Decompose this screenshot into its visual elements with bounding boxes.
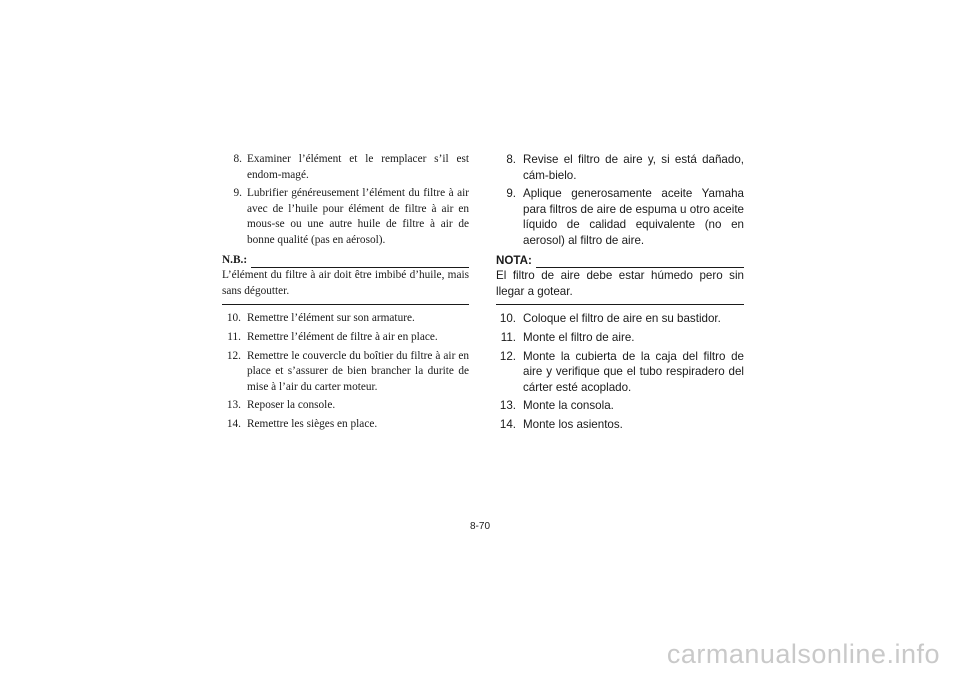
note-header — [222, 253, 469, 269]
french-steps-list — [222, 152, 469, 249]
page-number: 8-70 — [469, 521, 490, 532]
step-text: Reposer la console. — [247, 399, 336, 412]
list-item — [496, 152, 744, 183]
step-number: 10. — [499, 312, 516, 326]
note-rule — [536, 257, 744, 268]
list-item — [496, 398, 744, 414]
step-text: Monte los asientos. — [523, 417, 623, 431]
step-text: Remettre le couvercle du boîtier du filtre à air en place et s’assurer de bien brancher la durite de mise à l’air du carter moteur. — [247, 349, 469, 393]
step-text: Coloque el filtro de aire en su bastidor. — [523, 312, 721, 326]
watermark: carmanualsonline.info — [666, 639, 940, 669]
list-item — [222, 186, 469, 248]
list-item — [496, 349, 744, 396]
list-item — [496, 186, 744, 248]
step-number: 8. — [506, 153, 516, 166]
spanish-steps-list-2 — [496, 311, 744, 432]
step-text: Monte el filtro de aire. — [523, 330, 635, 344]
list-item — [222, 152, 469, 183]
step-text: Aplique generosamente aceite Yamaha para filtros de aire de espuma u otro aceite líquido de calidad equivalente (no en aerosol) al filtro de aire. — [523, 187, 744, 247]
step-number: 14. — [226, 417, 241, 430]
note-text: El filtro de aire debe estar húmedo pero sin llegar a gotear. — [496, 269, 744, 298]
step-number: 9. — [233, 187, 242, 200]
step-number: 13. — [226, 399, 241, 412]
list-item — [222, 417, 469, 433]
step-text: Remettre l’élément sur son armature. — [247, 312, 415, 325]
note-divider — [222, 304, 469, 305]
step-number: 10. — [226, 312, 241, 325]
list-item — [496, 417, 744, 433]
note-header — [496, 253, 744, 269]
note-label: NOTA: — [496, 253, 532, 267]
step-number: 11. — [227, 330, 241, 343]
note-divider — [496, 304, 744, 305]
list-item — [222, 330, 469, 346]
step-text: Lubrifier généreusement l’élément du filtre à air avec de l’huile pour élément de filtre à air en mous-se ou une autre huile de filtre à air de bonne qualité (pas en aérosol). — [247, 187, 469, 246]
list-item — [496, 311, 744, 327]
step-number: 13. — [499, 399, 516, 413]
step-text: Examiner l’élément et le remplacer s’il est endom-magé. — [247, 153, 469, 181]
list-item — [222, 311, 469, 327]
step-number: 12. — [226, 349, 241, 362]
step-text: Revise el filtro de aire y, si está dañado, cám-bielo. — [523, 153, 744, 182]
french-steps-list-2 — [222, 311, 469, 432]
list-item — [222, 398, 469, 414]
spanish-steps-list — [496, 152, 744, 249]
note-label: N.B.: — [222, 253, 248, 266]
note-rule — [251, 257, 469, 268]
french-column — [222, 152, 469, 436]
step-number: 14. — [499, 417, 516, 431]
step-number: 9. — [506, 187, 516, 201]
step-text: Monte la cubierta de la caja del filtro de aire y verifique que el tubo respiradero del cárter esté acoplado. — [523, 349, 744, 394]
list-item — [496, 330, 744, 346]
step-text: Remettre l’élément de filtre à air en place. — [247, 330, 438, 343]
step-text: Monte la consola. — [523, 399, 614, 413]
step-number: 8. — [233, 153, 242, 165]
step-text: Remettre les sièges en place. — [247, 417, 378, 430]
list-item — [222, 349, 469, 396]
step-number: 12. — [499, 349, 516, 363]
step-number: 11. — [500, 330, 516, 344]
spanish-column — [496, 152, 744, 436]
note-text: L’élément du filtre à air doit être imbibé d’huile, mais sans dégoutter. — [222, 269, 469, 297]
